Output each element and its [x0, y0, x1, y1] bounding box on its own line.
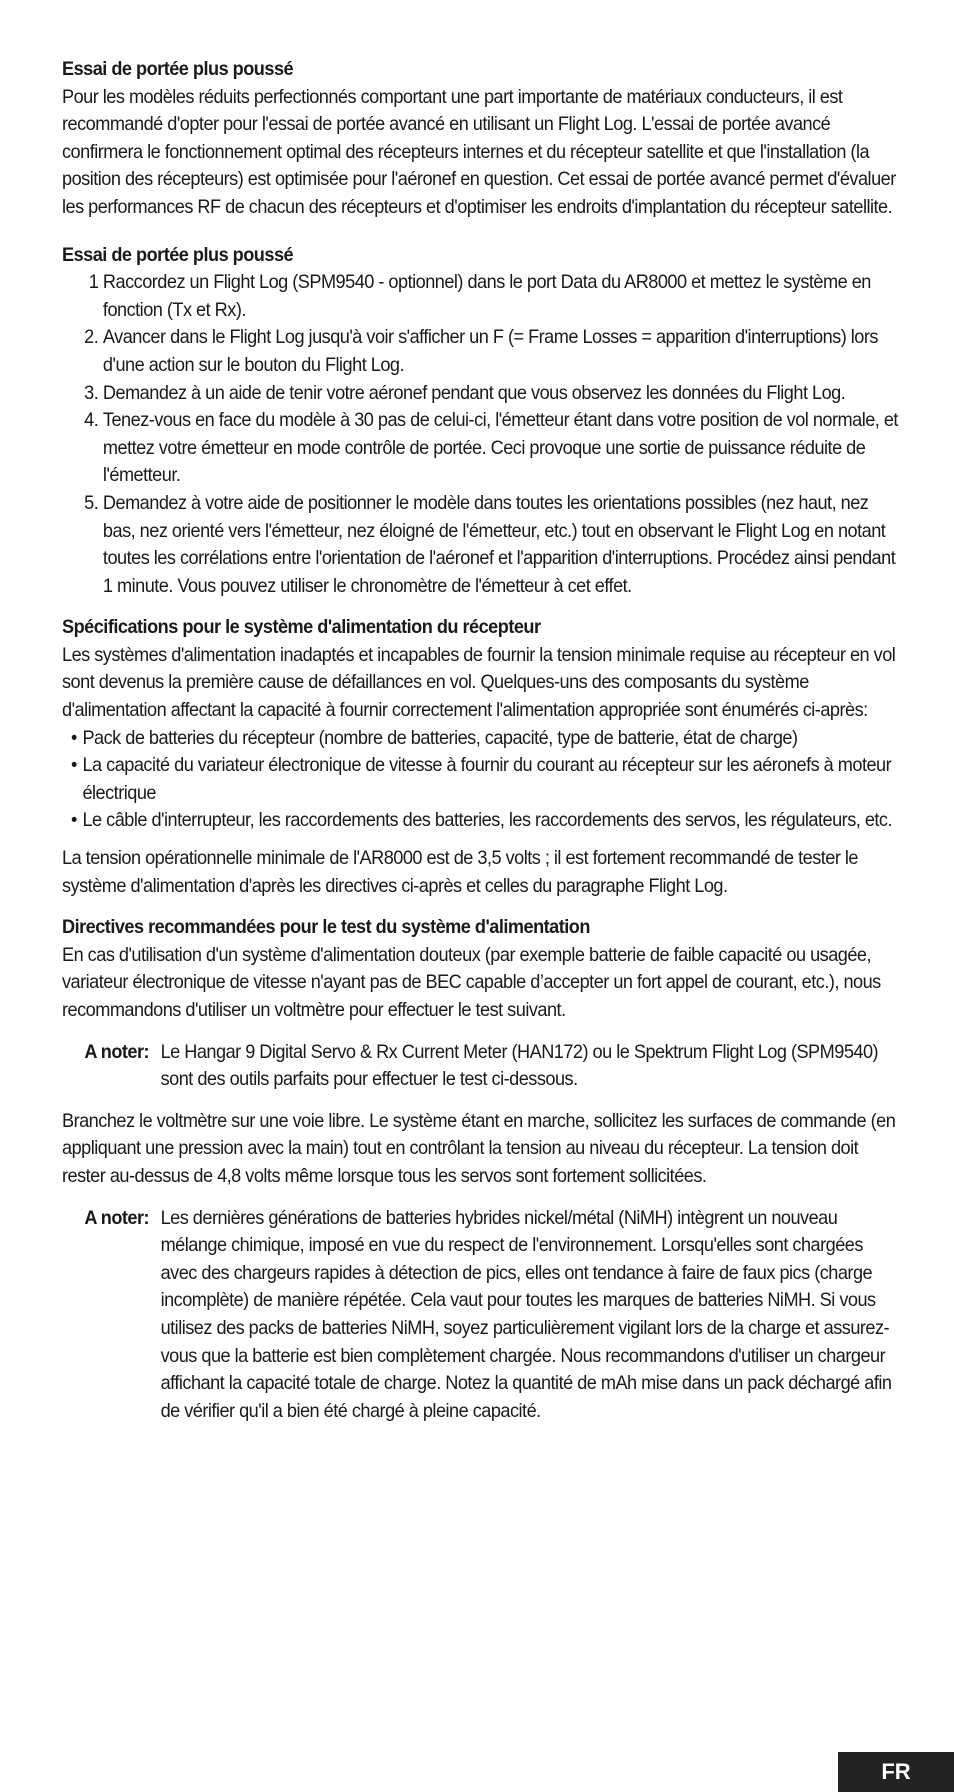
section-paragraph: En cas d'utilisation d'un système d'alimentation douteux (par exemple batterie de faible capacité ou usagée, variateur électronique de vitesse n'ayant pas de BEC capable d’accepter un fort appel de courant, etc.), nous recommandons d'utiliser un voltmètre pour effectuer le test suivant. — [62, 943, 881, 1021]
note-block — [62, 1205, 898, 1426]
section-heading: Essai de portée plus poussé — [62, 243, 294, 266]
bullet-item — [62, 807, 898, 835]
section-paragraph: Branchez le voltmètre sur une voie libre. Le système étant en marche, sollicitez les surfaces de commande (en appliquant une pression avec la main) tout en contrôlant la tension au niveau du récepteur. La tension doit rester au-dessus de 4,8 volts même lorsque tous les servos sont fortement sollicitées. — [62, 1109, 896, 1187]
section-heading: Directives recommandées pour le test du système d'alimentation — [62, 916, 590, 939]
section-paragraph: La tension opérationnelle minimale de l'AR8000 est de 3,5 volts ; il est fortement recommandé de tester le système d'alimentation d'après les directives ci-après et celles du paragraphe Flight Log. — [62, 847, 859, 897]
note-block — [62, 1039, 898, 1094]
section-heading: Essai de portée plus poussé — [62, 58, 294, 80]
step-item — [62, 324, 898, 379]
step-number: 1 — [88, 271, 99, 294]
bullet-list — [62, 725, 898, 835]
step-item — [62, 407, 898, 490]
steps-list — [62, 269, 898, 600]
step-item — [62, 269, 898, 324]
step-number: 2. — [84, 326, 99, 349]
section-paragraph: Pour les modèles réduits perfectionnés comportant une part importante de matériaux conducteurs, il est recommandé d'opter pour l'essai de portée avancé en utilisant un Flight Log. L'essai de portée avancé confirmera le fonctionnement optimal des récepteurs internes et du récepteur satellite et que l'installation (la position des récepteurs) est optimisée pour l'aéronef en question. Cet essai de portée avancé permet d'évaluer les performances RF de chacun des récepteurs et d'optimiser les endroits d'implantation du récepteur satellite. — [62, 85, 896, 218]
step-text: Avancer dans le Flight Log jusqu'à voir s'afficher un F (= Frame Losses = apparition d'interruptions) lors d'une action sur le bouton du Flight Log. — [102, 326, 878, 376]
section-heading: Spécifications pour le système d'alimentation du récepteur — [62, 616, 541, 639]
step-number: 4. — [84, 409, 99, 432]
section-power-test-guidelines — [62, 914, 898, 1425]
language-tab: FR — [838, 1752, 954, 1792]
step-item — [62, 490, 898, 600]
step-item — [62, 380, 898, 408]
note-text: Le Hangar 9 Digital Servo & Rx Current Meter (HAN172) ou le Spektrum Flight Log (SPM9540) sont des outils parfaits pour effectuer le test ci-dessous. — [160, 1040, 879, 1091]
section-range-test-steps — [62, 242, 898, 601]
step-text: Demandez à votre aide de positionner le modèle dans toutes les orientations possibles (nez haut, nez bas, nez orienté vers l'émetteur, nez éloigné de l'émetteur, etc.) tout en observant le Flight Log en notant toutes les corrélations entre l'orientation de l'aéronef et l'apparition d'interruptions. Procédez ainsi pendant 1 minute. Vous pouvez utiliser le chronomètre de l'émetteur à cet effet. — [102, 491, 896, 597]
section-power-specs — [62, 614, 898, 900]
note-label: A noter: — [84, 1206, 150, 1229]
bullet-item — [62, 752, 898, 807]
bullet-item — [62, 725, 898, 753]
bullet-icon: • — [71, 726, 77, 749]
note-text: Les dernières générations de batteries hybrides nickel/métal (NiMH) intègrent un nouveau mélange chimique, imposé en vue du respect de l'environnement. Lorsqu'elles sont chargées avec des chargeurs rapides à détection de pics, elles ont tendance à faire de faux pics (charge incomplète) de manière répétée. Cela vaut pour toutes les marques de batteries NiMH. Si vous utilisez des packs de batteries NiMH, soyez particulièrement vigilant lors de la charge et assurez-vous que la batterie est bien complètement chargée. Nous recommandons d'utiliser un chargeur affichant la capacité totale de charge. Notez la quantité de mAh mise dans un pack déchargé afin de vérifier qu'il a bien été chargé à pleine capacité. — [160, 1206, 892, 1422]
note-label: A noter: — [84, 1040, 150, 1063]
step-text: Demandez à un aide de tenir votre aéronef pendant que vous observez les données du Flight Log. — [102, 381, 846, 404]
document-page — [62, 56, 898, 1425]
section-range-test-intro — [62, 56, 898, 222]
step-number: 5. — [84, 491, 99, 514]
step-number: 3. — [84, 381, 99, 404]
bullet-icon: • — [71, 809, 77, 832]
bullet-text: La capacité du variateur électronique de vitesse à fournir du courant au récepteur sur les aéronefs à moteur électrique — [82, 754, 892, 804]
bullet-text: Le câble d'interrupteur, les raccordements des batteries, les raccordements des servos, les régulateurs, etc. — [82, 809, 893, 832]
step-text: Raccordez un Flight Log (SPM9540 - optionnel) dans le port Data du AR8000 et mettez le système en fonction (Tx et Rx). — [102, 271, 871, 321]
bullet-text: Pack de batteries du récepteur (nombre de batteries, capacité, type de batterie, état de charge) — [82, 726, 798, 749]
section-paragraph: Les systèmes d'alimentation inadaptés et incapables de fournir la tension minimale requise au récepteur en vol sont devenus la première cause de défaillances en vol. Quelques-uns des composants du système d'alimentation affectant la capacité à fournir correctement l'alimentation appropriée sont énumérés ci-après: — [62, 643, 896, 722]
step-text: Tenez-vous en face du modèle à 30 pas de celui-ci, l'émetteur étant dans votre position de vol normale, et mettez votre émetteur en mode contrôle de portée. Ceci provoque une sortie de puissance réduite de l'émetteur. — [102, 409, 898, 487]
bullet-icon: • — [71, 754, 77, 777]
